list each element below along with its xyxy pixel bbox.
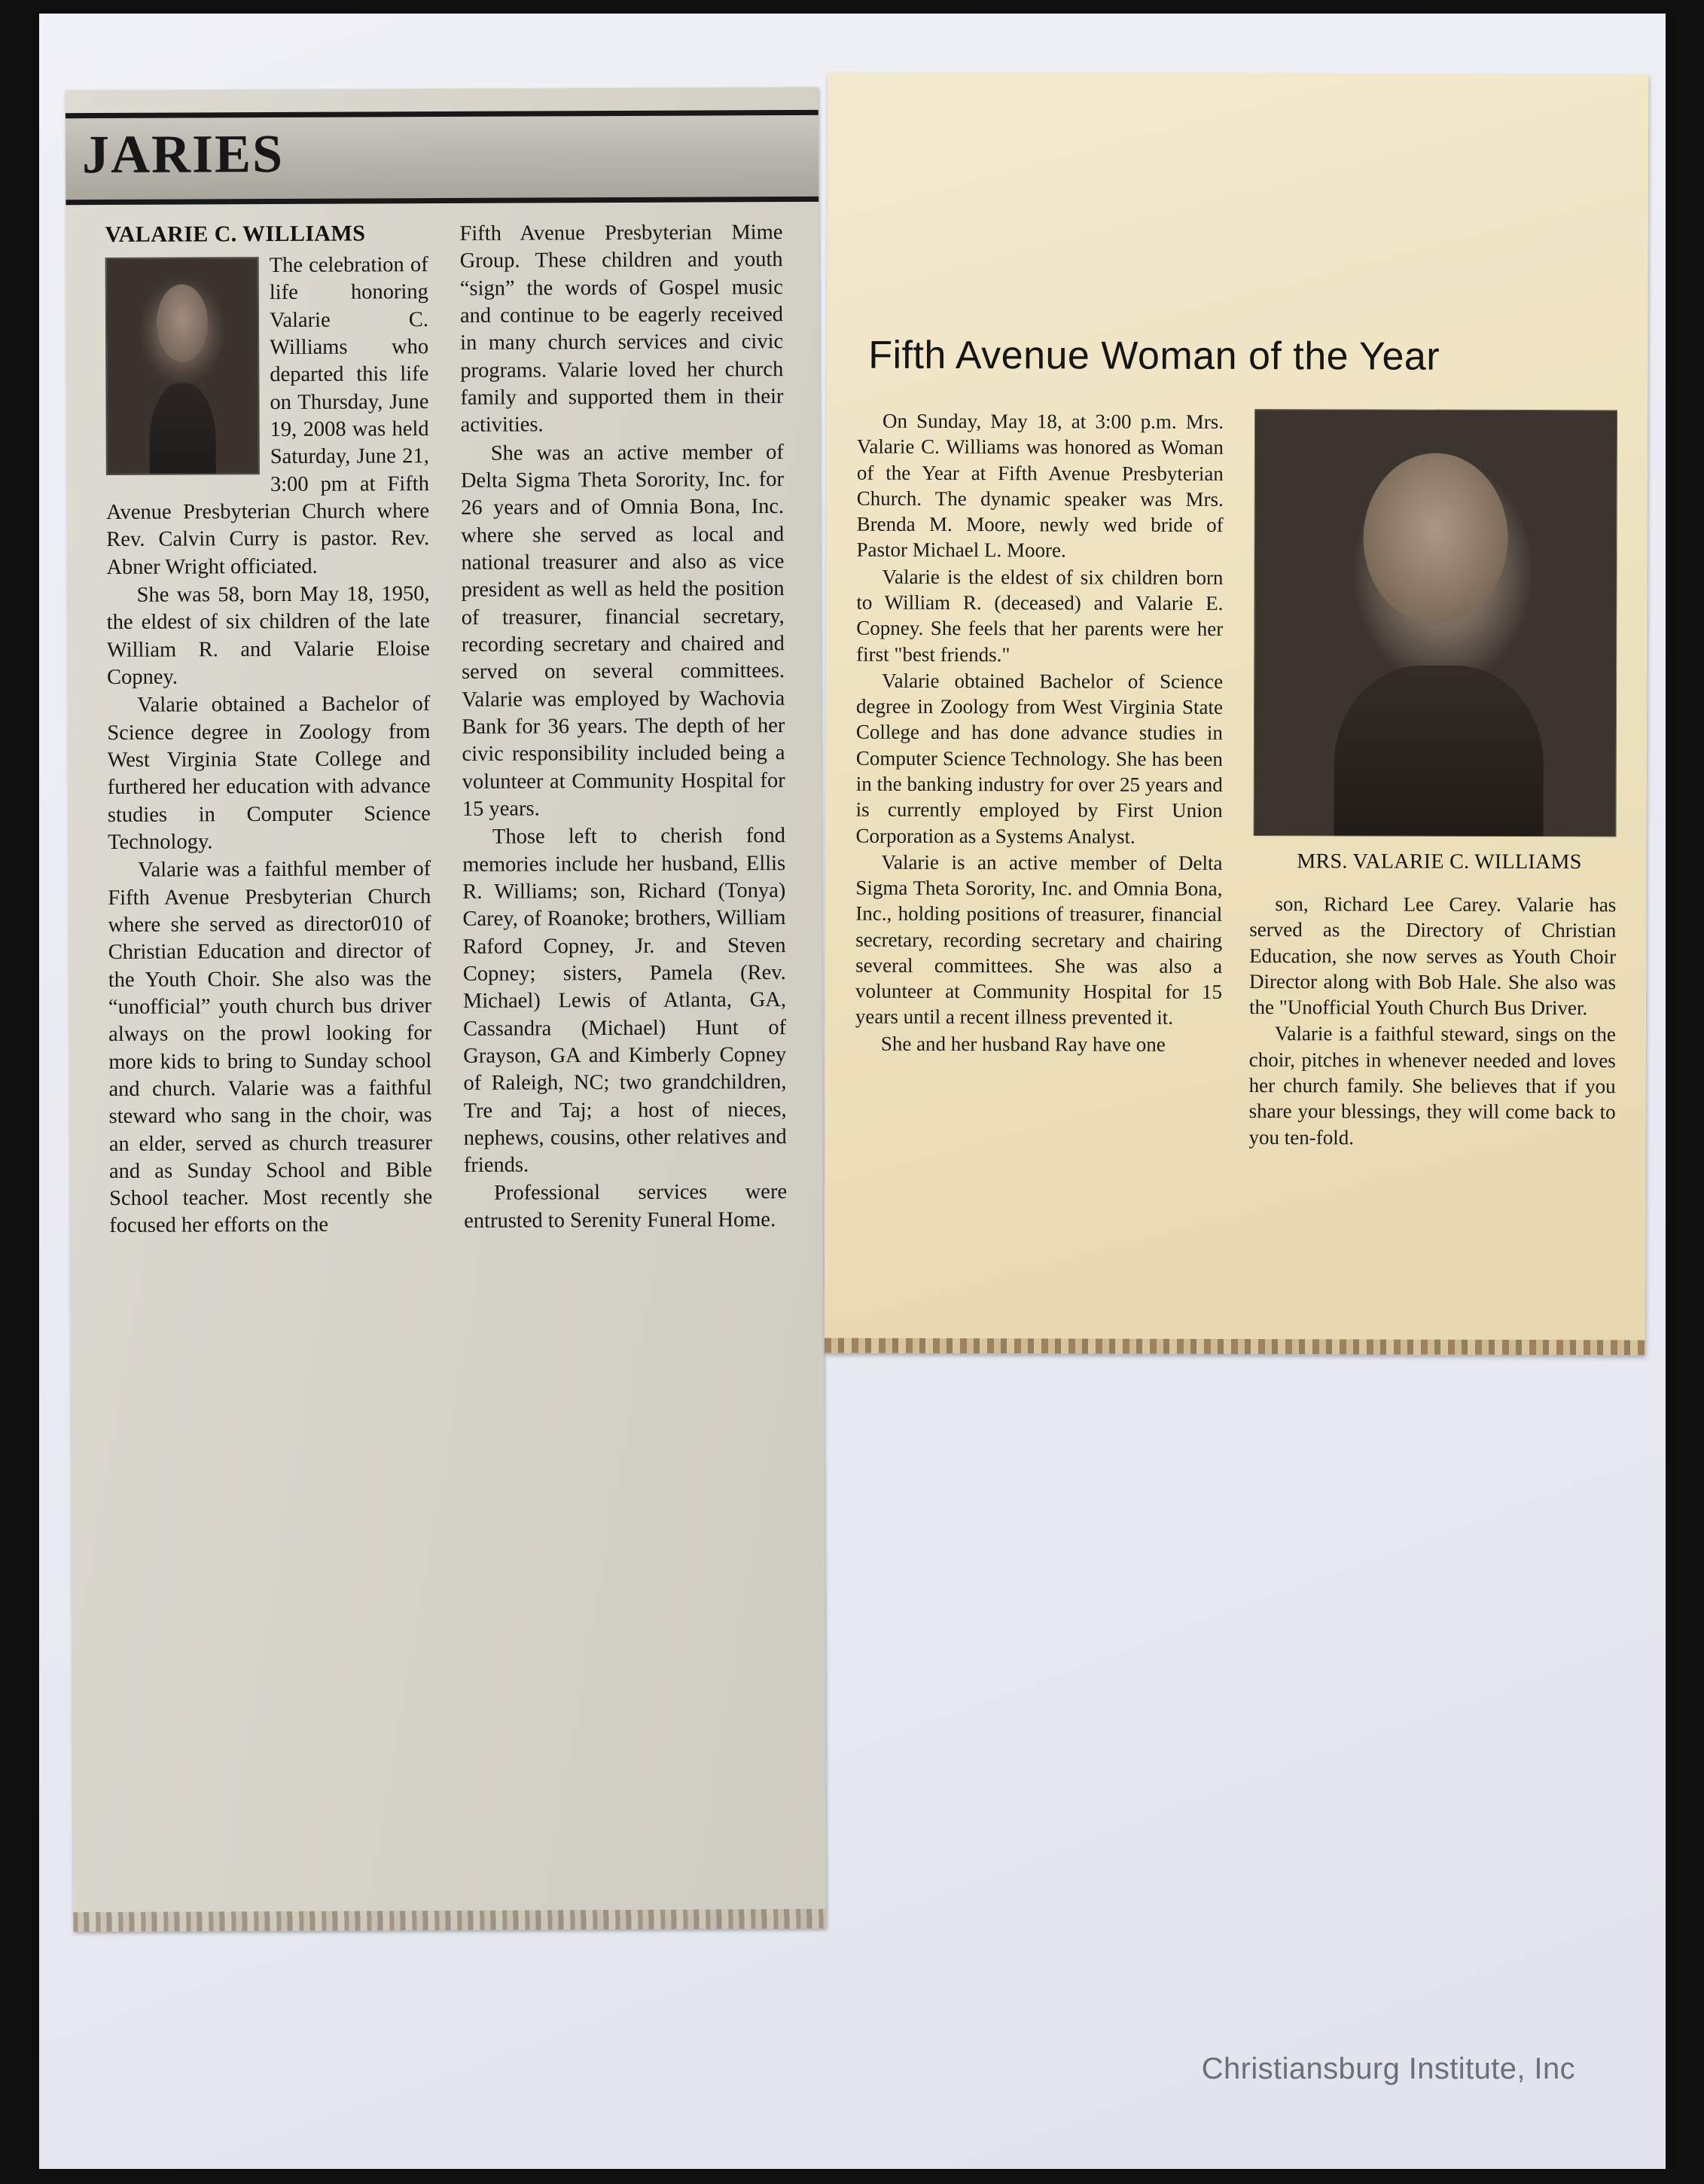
valarie-formal-portrait-photo	[1254, 409, 1617, 837]
obituary-paragraph-text: The celebration of life honoring Valarie C. Williams who departed this life on Thursday, June 19, 2008 was held Saturday, June 21, 3:00 pm at Fifth Avenue Presbyterian Church where Rev. Calvin Curry is pastor. Rev. Abner Wright officiated.	[106, 253, 430, 579]
obituary-paragraph: Valarie obtained a Bachelor of Science degree in Zoology from West Virginia State College and furthered her education with advance studies in Computer Science Technology.	[107, 692, 431, 854]
article-paragraph: Valarie obtained Bachelor of Science degree in Zoology from West Virginia State College and has done advance studies in Computer Science Technology. She has been in the banking industry for over 25 years and is currently employed by First Union Corporation as a Systems Analyst.	[855, 669, 1224, 848]
obituary-columns	[105, 219, 787, 1241]
obituary-paragraph: Valarie was a faithful member of Fifth Avenue Presbyterian Church where she served as director010 of Christian Education and director of the Youth Choir. She also was the “unofficial” youth church bus driver always on the prowl looking for more kids to bring to Sunday school and church. Valarie was a faithful steward who sang in the choir, was an elder, served as church treasurer and as Sunday School and Bible School teacher. Most recently she focused her efforts on the	[108, 857, 433, 1238]
article-paragraph: Valarie is an active member of Delta Sigma Theta Sorority, Inc. and Omnia Bona, Inc., holding positions of treasurer, financial secretary, recording secretary and chairing several committees. She was also a volunteer at Community Hospital for 15 years until a recent illness prevented it.	[855, 850, 1223, 1029]
article-paragraph: son, Richard Lee Carey. Valarie has served as the Directory of Christian Education, she now serves as Youth Choir Director along with Bob Hale. She also was the "Unofficial Youth Church Bus Driver.	[1248, 892, 1617, 1020]
article-paragraph: Valarie is the eldest of six children born to William R. (deceased) and Valarie E. Copney. She feels that her parents were her first "best friends."	[856, 565, 1224, 666]
obituary-clipping	[66, 87, 827, 1932]
torn-edge	[73, 1909, 826, 1932]
valarie-portrait-photo	[105, 257, 260, 475]
article-headline: Fifth Avenue Woman of the Year	[868, 333, 1440, 379]
article-columns	[855, 408, 1617, 1151]
obituary-paragraph: Fifth Avenue Presbyterian Mime Group. These children and youth “sign” the words of Gospel music and continue to be eagerly received in many church services and civic programs. Valarie loved her church family and supported them in their activities.	[459, 221, 784, 438]
obituary-column-1	[105, 221, 432, 1241]
masthead-title: JARIES	[81, 123, 285, 185]
article-paragraph: Valarie is a faithful steward, sings on the choir, pitches in whenever needed and loves her church family. She believes that if you share your blessings, they will come back to you ten-fold.	[1248, 1022, 1616, 1148]
archive-watermark: Christiansburg Institute, Inc	[1201, 2052, 1575, 2085]
obituary-column-2	[459, 219, 787, 1240]
torn-edge	[825, 1338, 1645, 1356]
obituary-paragraph	[105, 252, 430, 581]
article-column-2	[1248, 409, 1617, 1151]
obituary-paragraph: She was an active member of Delta Sigma Theta Sorority, Inc. for 26 years and of Omnia Bona, Inc. where she served as local and national treasurer and also as vice president as well as held the position of treasurer, financial secretary, recording secretary and chaired and served on several committees. Valarie was employed by Wachovia Bank for 36 years. The depth of her civic responsibility included being a volunteer at Community Hospital for 15 years.	[460, 440, 785, 821]
obituary-paragraph: She was 58, born May 18, 1950, the eldest of six children of the late William R. and Valarie Eloise Copney.	[106, 582, 430, 689]
article-column-1	[855, 408, 1224, 1151]
obituary-headline: VALARIE C. WILLIAMS	[105, 221, 366, 247]
article-column-2-text	[1248, 891, 1616, 1151]
article-paragraph: On Sunday, May 18, at 3:00 p.m. Mrs. Valarie C. Williams was honored as Woman of the Year at Fifth Avenue Presbyterian Church. The dynamic speaker was Mrs. Brenda M. Moore, newly wed bride of Pastor Michael L. Moore.	[856, 409, 1224, 562]
obituary-paragraph: Professional services were entrusted to Serenity Funeral Home.	[464, 1180, 788, 1233]
article-paragraph: She and her husband Ray have one	[880, 1032, 1166, 1056]
photo-caption: MRS. VALARIE C. WILLIAMS	[1297, 850, 1582, 874]
masthead-banner	[66, 110, 819, 205]
woman-of-the-year-clipping	[825, 73, 1648, 1356]
paper-backing	[39, 14, 1666, 2169]
article-body	[855, 408, 1617, 1151]
obituary-paragraph: Those left to cherish fond memories include her husband, Ellis R. Williams; son, Richard (Tonya) Carey, of Roanoke; brothers, William Raford Copney, Jr. and Steven Copney; sisters, Pamela (Rev. Michael) Lewis of Atlanta, GA, Cassandra (Michael) Hunt of Grayson, GA and Kimberly Copney of Raleigh, NC; two grandchildren, Tre and Taj; a host of nieces, nephews, cousins, other relatives and friends.	[462, 824, 787, 1178]
